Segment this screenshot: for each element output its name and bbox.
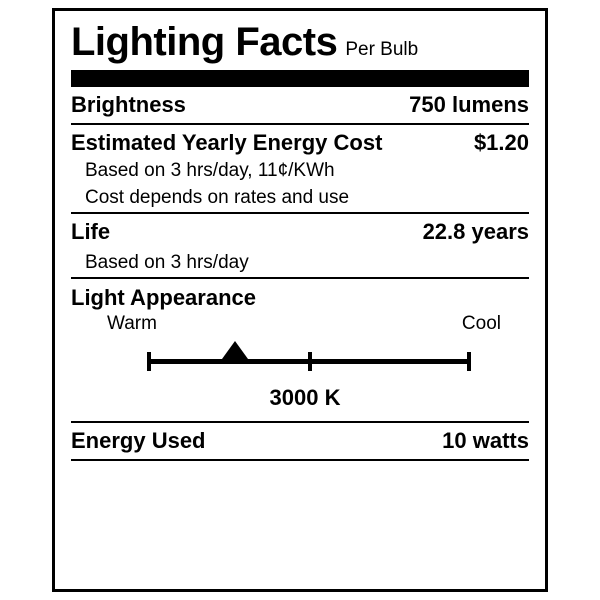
scale-tick-left [147, 352, 151, 371]
energy-used-value: 10 watts [442, 428, 529, 453]
label-title [67, 11, 533, 63]
energy-used-row [67, 423, 533, 459]
brightness-row [67, 87, 533, 123]
life-row [67, 214, 533, 250]
life-value: 22.8 years [422, 219, 529, 244]
scale-cool-label: Cool [461, 313, 501, 334]
energy-cost-value: $1.20 [473, 130, 529, 155]
scale-tick-right [467, 352, 471, 371]
appearance-scale [67, 341, 533, 385]
label-footer-space [67, 461, 533, 533]
title-subtext: Per Bulb [345, 39, 419, 60]
energy-cost-note-1: Based on 3 hrs/day, 11¢/KWh [85, 160, 335, 181]
life-note: Based on 3 hrs/day [85, 252, 249, 273]
lighting-facts-label [52, 8, 548, 592]
color-temperature-value: 3000 K [269, 385, 341, 410]
energy-cost-label: Estimated Yearly Energy Cost [71, 130, 383, 155]
label-inner [55, 11, 545, 533]
title-divider-bar [71, 70, 529, 87]
energy-cost-row [67, 125, 533, 158]
brightness-label: Brightness [71, 92, 186, 117]
light-appearance-label: Light Appearance [71, 285, 256, 310]
life-label: Life [71, 219, 111, 244]
appearance-scale-ends [67, 313, 533, 335]
energy-used-label: Energy Used [71, 428, 206, 453]
page-title: Lighting Facts [71, 20, 338, 64]
scale-tick-middle [308, 352, 312, 371]
energy-cost-note-2: Cost depends on rates and use [85, 187, 350, 208]
scale-warm-label: Warm [107, 313, 157, 334]
brightness-value: 750 lumens [409, 92, 529, 117]
scale-marker-triangle-icon [222, 341, 248, 359]
